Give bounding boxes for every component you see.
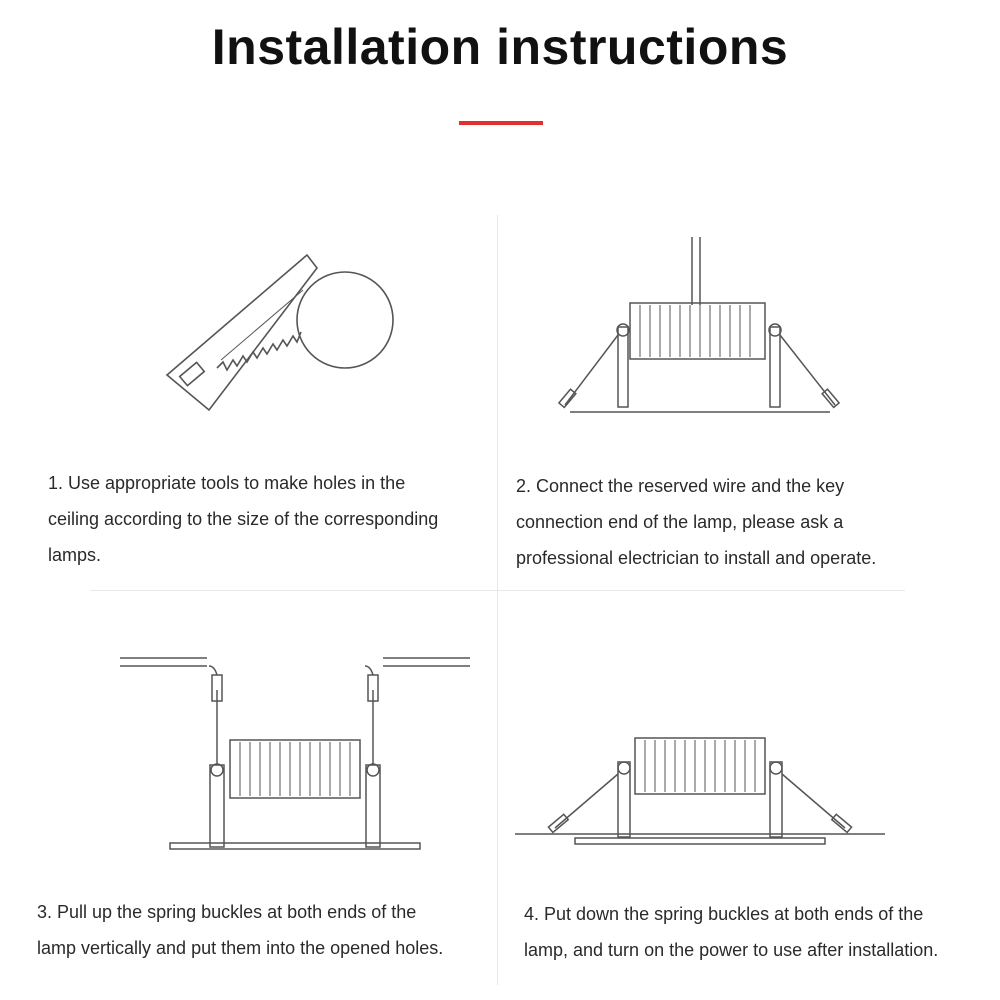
vertical-divider [497,215,498,985]
step-4-line-1: 4. Put down the spring buckles at both ends of the [524,904,924,924]
step-3-line-1: 3. Pull up the spring buckles at both ends of the [37,902,417,922]
step-1-saw-illustration [155,240,425,420]
horizontal-divider [90,590,905,591]
step-2-line-1: 2. Connect the reserved wire and the key [516,476,845,496]
step-1-line-3: lamps. [48,545,102,565]
step-2-lamp-wire-illustration [550,235,850,420]
step-4-caption [524,896,938,968]
step-3-springs-up-illustration [115,650,475,860]
page-title: Installation instructions [211,19,789,75]
step-1-line-2: ceiling according to the size of the corresponding [48,509,439,529]
step-4-line-2: lamp, and turn on the power to use after installation. [524,940,939,960]
title-accent-bar [459,121,543,125]
step-3-caption [37,894,443,966]
step-2-line-2: connection end of the lamp, please ask a [516,512,844,532]
step-1-caption [48,465,438,573]
step-4-installed-illustration [510,730,890,860]
step-2-caption [516,468,876,576]
saw-icon [167,255,317,410]
ceiling-hole-circle [297,272,393,368]
step-3-line-2: lamp vertically and put them into the opened holes. [37,938,444,958]
step-1-line-1: 1. Use appropriate tools to make holes in the [48,473,406,493]
step-2-line-3: professional electrician to install and operate. [516,548,877,568]
